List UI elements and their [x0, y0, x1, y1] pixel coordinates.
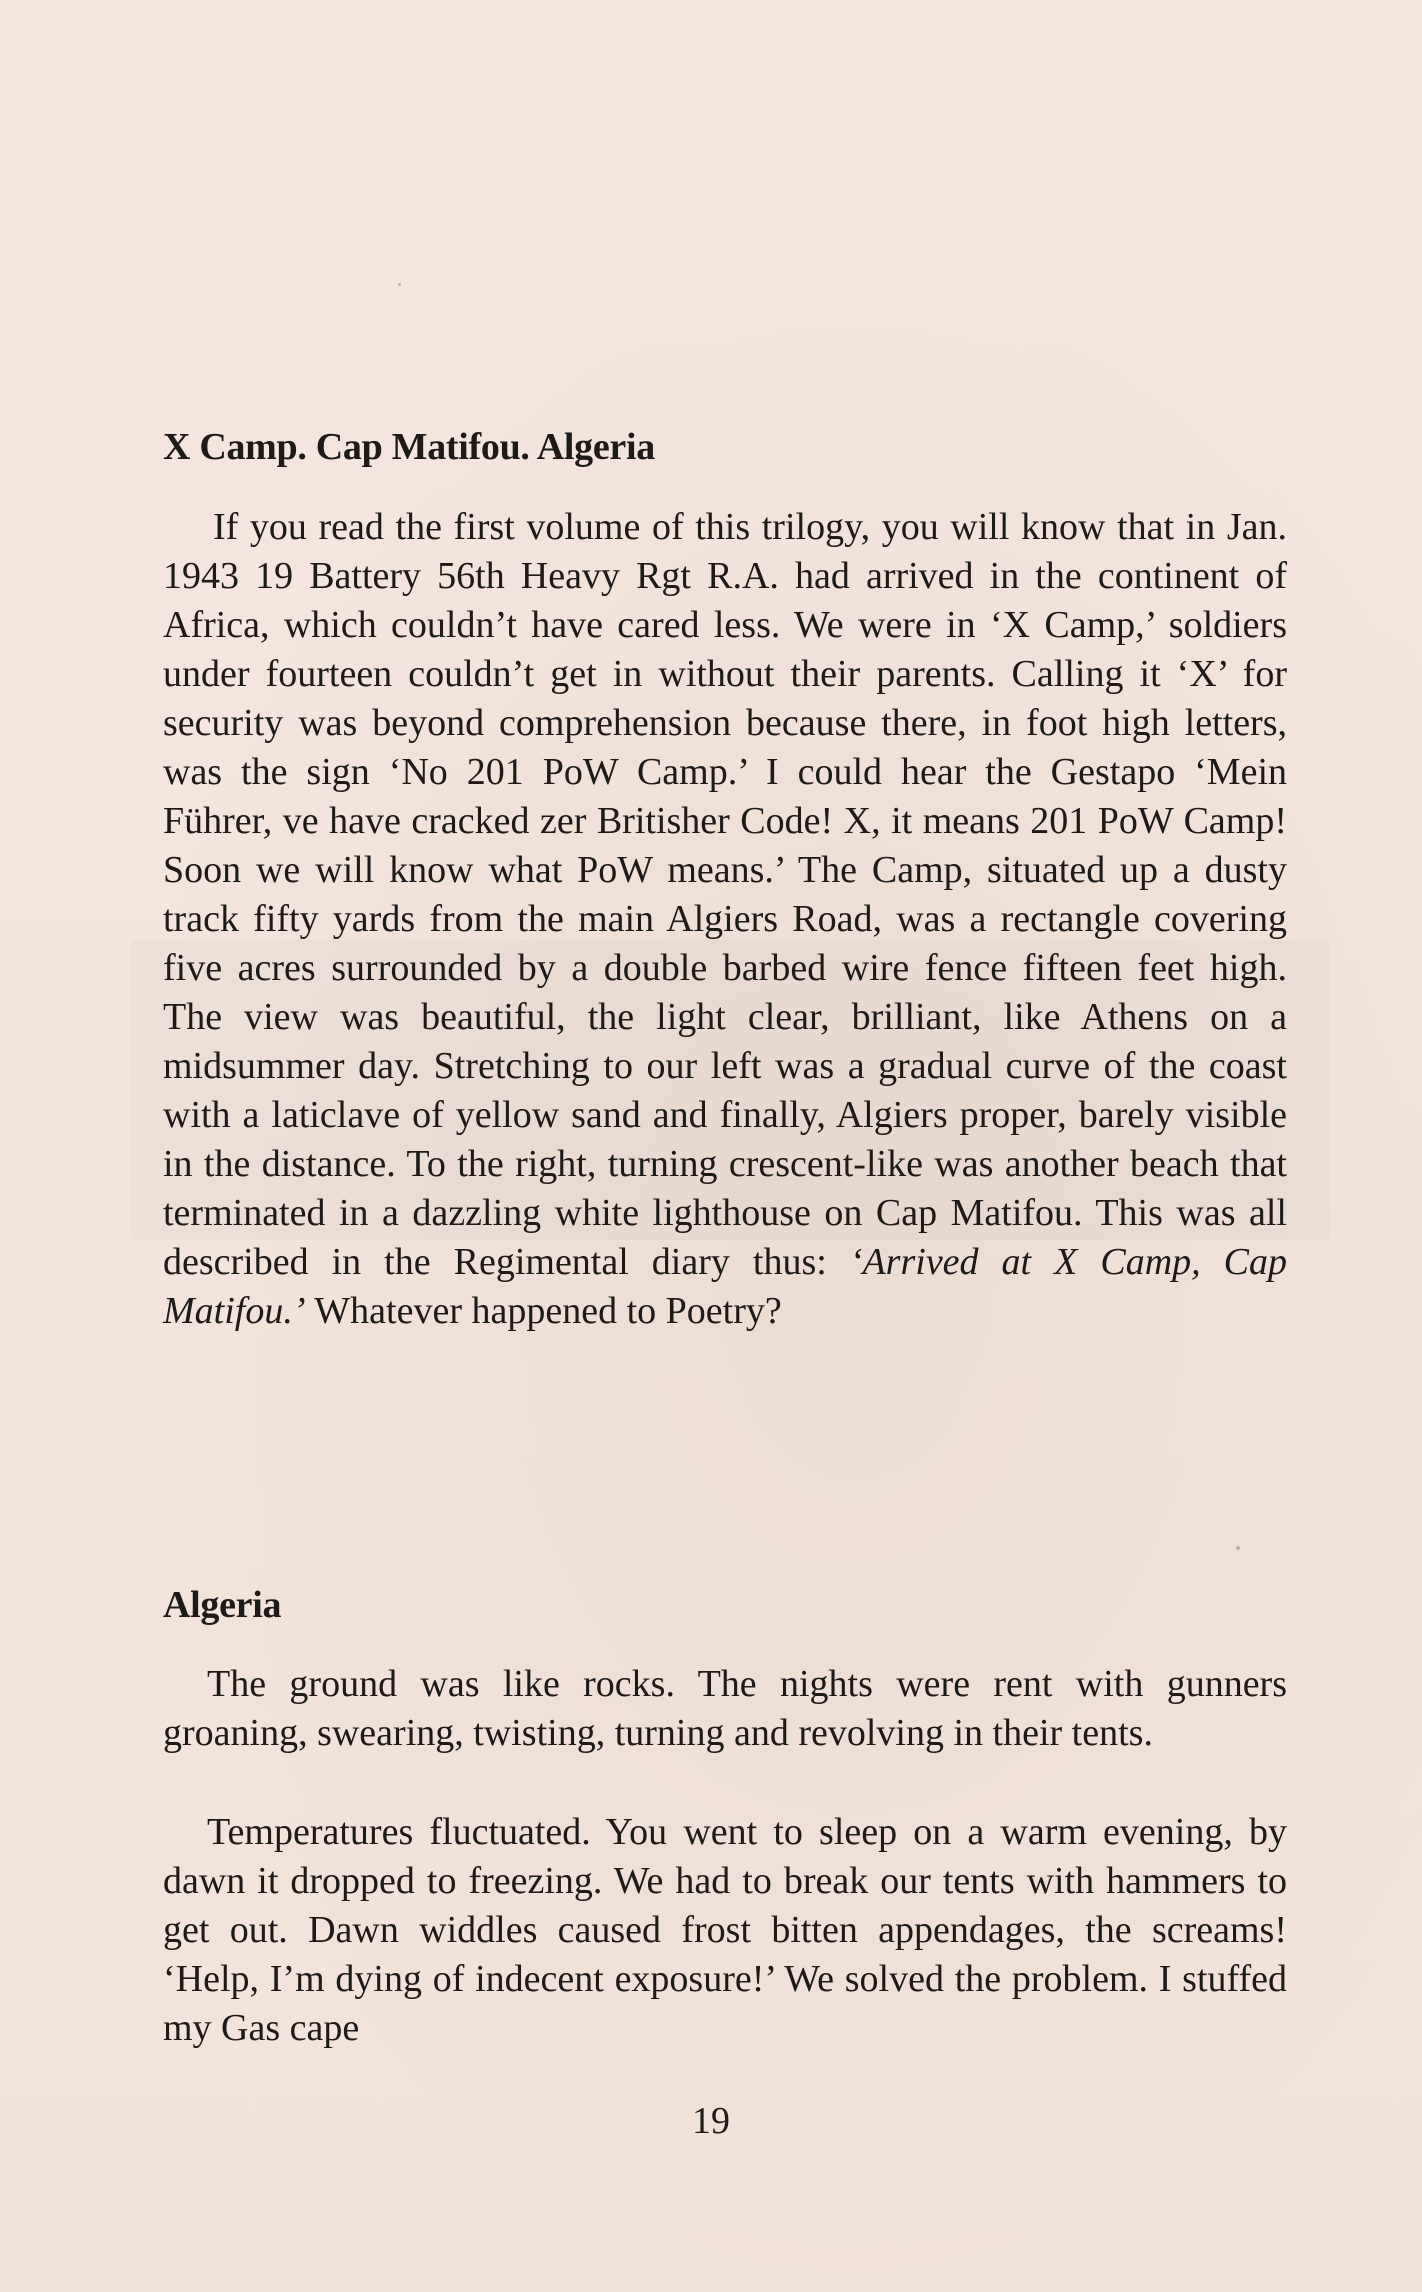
paper-speck — [1236, 1546, 1240, 1550]
paragraph-text: If you read the first volume of this trilogy, you will know that in Jan. 1943 19 Battery 56th Heavy Rgt R.A. had arrived in the continent of Africa, which couldn’t have cared less. We were in ‘X Camp,’ soldiers under fourteen couldn’t get in without their parents. Calling it ‘X’ for security was beyond comprehension because there, in foot high letters, was the sign ‘No 201 PoW Camp.’ I could hear the Gestapo ‘Mein Führer, ve have cracked zer Britisher Code! X, it means 201 PoW Camp! Soon we will know what PoW means.’ The Camp, situated up a dusty track fifty yards from the main Algiers Road, was a rectangle covering five acres surrounded by a double barbed wire fence fifteen feet high. The view was beautiful, the light clear, brilliant, like Athens on a midsummer day. Stretching to our left was a gradual curve of the coast with a laticlave of yellow sand and finally, Algiers proper, barely visible in the distance. To the right, turning crescent-like was another beach that terminated in a dazzling white lighthouse on Cap Matifou. This was all described in the Regimental diary thus: — [163, 506, 1287, 1283]
paragraph-x-camp — [163, 503, 1287, 1493]
paragraph-temperatures — [163, 1808, 1287, 2053]
paragraph-text: Temperatures fluctuated. You went to sleep on a warm evening, by dawn it dropped to freezing. We had to break our tents with hammers to get out. Dawn widdles caused frost bitten appendages, the screams! ‘Help, I’m dying of indecent exposure!’ We solved the problem. I stuffed my Gas cape — [163, 1811, 1287, 2049]
paper-speck — [398, 283, 401, 286]
section-heading-algeria: Algeria — [163, 1584, 282, 1626]
diary-quote-italic: ‘Arrived at X Camp, Cap Matifou.’ — [163, 1241, 1287, 1332]
paragraph-text-end: Whatever happened to Poetry? — [305, 1290, 782, 1332]
section-heading-x-camp: X Camp. Cap Matifou. Algeria — [163, 426, 655, 468]
paragraph-ground: The ground was like rocks. The nights were rent with gunners groaning, swearing, twisting, turning and revolving in their tents. — [163, 1663, 1287, 1754]
page-number: 19 — [692, 2100, 730, 2142]
